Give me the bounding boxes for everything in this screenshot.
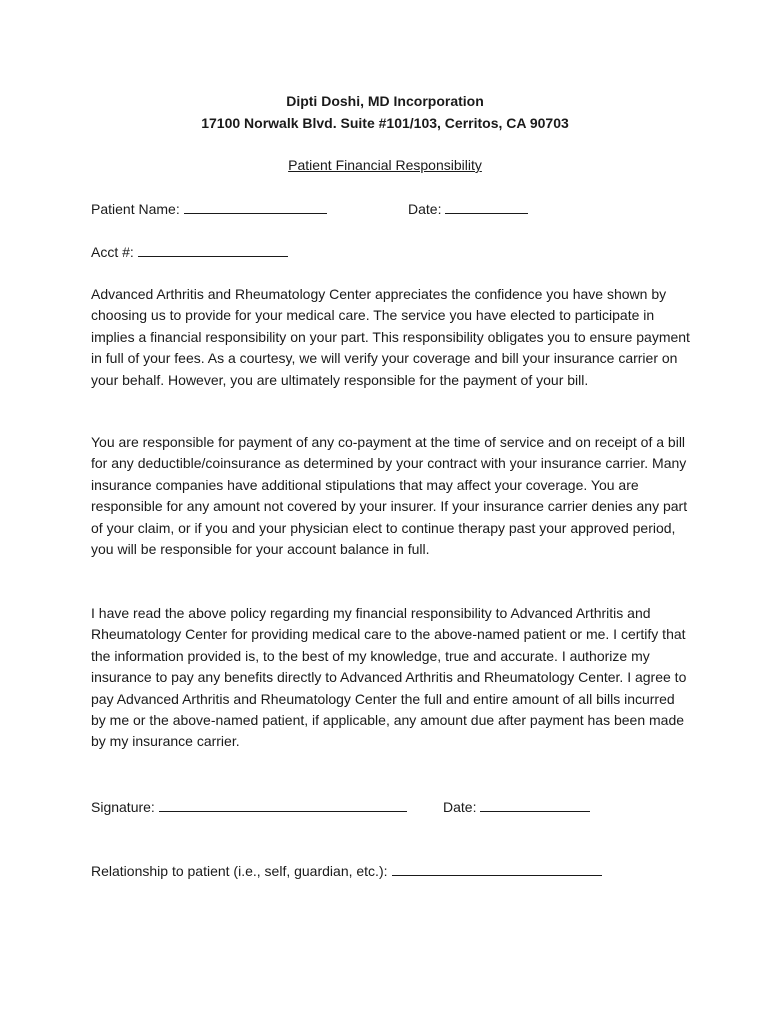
paragraph-confidence: Advanced Arthritis and Rheumatology Center appreciates the confidence you have shown by choosing us to provide for your medical care. The service you have elected to participate in implies a financial responsibility on your part. This responsibility obligates you to ensure payment in full of your fees. As a courtesy, we will verify your coverage and bill your insurance carrier on your behalf. However, you are ultimately responsible for the payment of your bill. [91, 286, 690, 388]
relationship-blank[interactable] [392, 862, 602, 876]
organization-name: Dipti Doshi, MD Incorporation [286, 93, 484, 109]
relationship-label: Relationship to patient (i.e., self, guardian, etc.): [91, 863, 388, 879]
signature-date-field[interactable] [443, 798, 590, 815]
date-field[interactable] [408, 200, 528, 217]
signature-label: Signature: [91, 799, 155, 815]
paragraph-authorization: I have read the above policy regarding my financial responsibility to Advanced Arthritis and Rheumatology Center for providing medical care to the above-named patient or me. I certify that the information provided is, to the best of my knowledge, true and accurate. I authorize my insurance to pay any benefits directly to Advanced Arthritis and Rheumatology Center. I agree to pay Advanced Arthritis and Rheumatology Center the full and entire amount of all bills incurred by me or the above-named patient, if applicable, any amount due after payment has been made by my insurance carrier. [91, 605, 687, 750]
acct-field[interactable] [91, 243, 288, 260]
date-label: Date: [408, 201, 442, 217]
document-title: Patient Financial Responsibility [288, 157, 482, 173]
acct-label: Acct #: [91, 244, 134, 260]
patient-name-label: Patient Name: [91, 201, 180, 217]
signature-date-blank[interactable] [480, 798, 590, 812]
patient-name-field[interactable] [91, 200, 327, 217]
signature-field[interactable] [91, 798, 407, 815]
acct-blank[interactable] [138, 243, 288, 257]
paragraph-copayment: You are responsible for payment of any co-payment at the time of service and on receipt of a bill for any deductible/coinsurance as determined by your contract with your insurance carrier. Many insurance companies have additional stipulations that may affect your coverage. You are responsible for any amount not covered by your insurer. If your insurance carrier denies any part of your claim, or if you and your physician elect to continue therapy past your approved period, you will be responsible for your account balance in full. [91, 434, 688, 558]
patient-name-blank[interactable] [184, 200, 327, 214]
signature-date-label: Date: [443, 799, 477, 815]
relationship-field[interactable] [91, 862, 602, 879]
date-blank[interactable] [445, 200, 528, 214]
signature-blank[interactable] [159, 798, 407, 812]
organization-address: 17100 Norwalk Blvd. Suite #101/103, Cerritos, CA 90703 [201, 115, 569, 131]
